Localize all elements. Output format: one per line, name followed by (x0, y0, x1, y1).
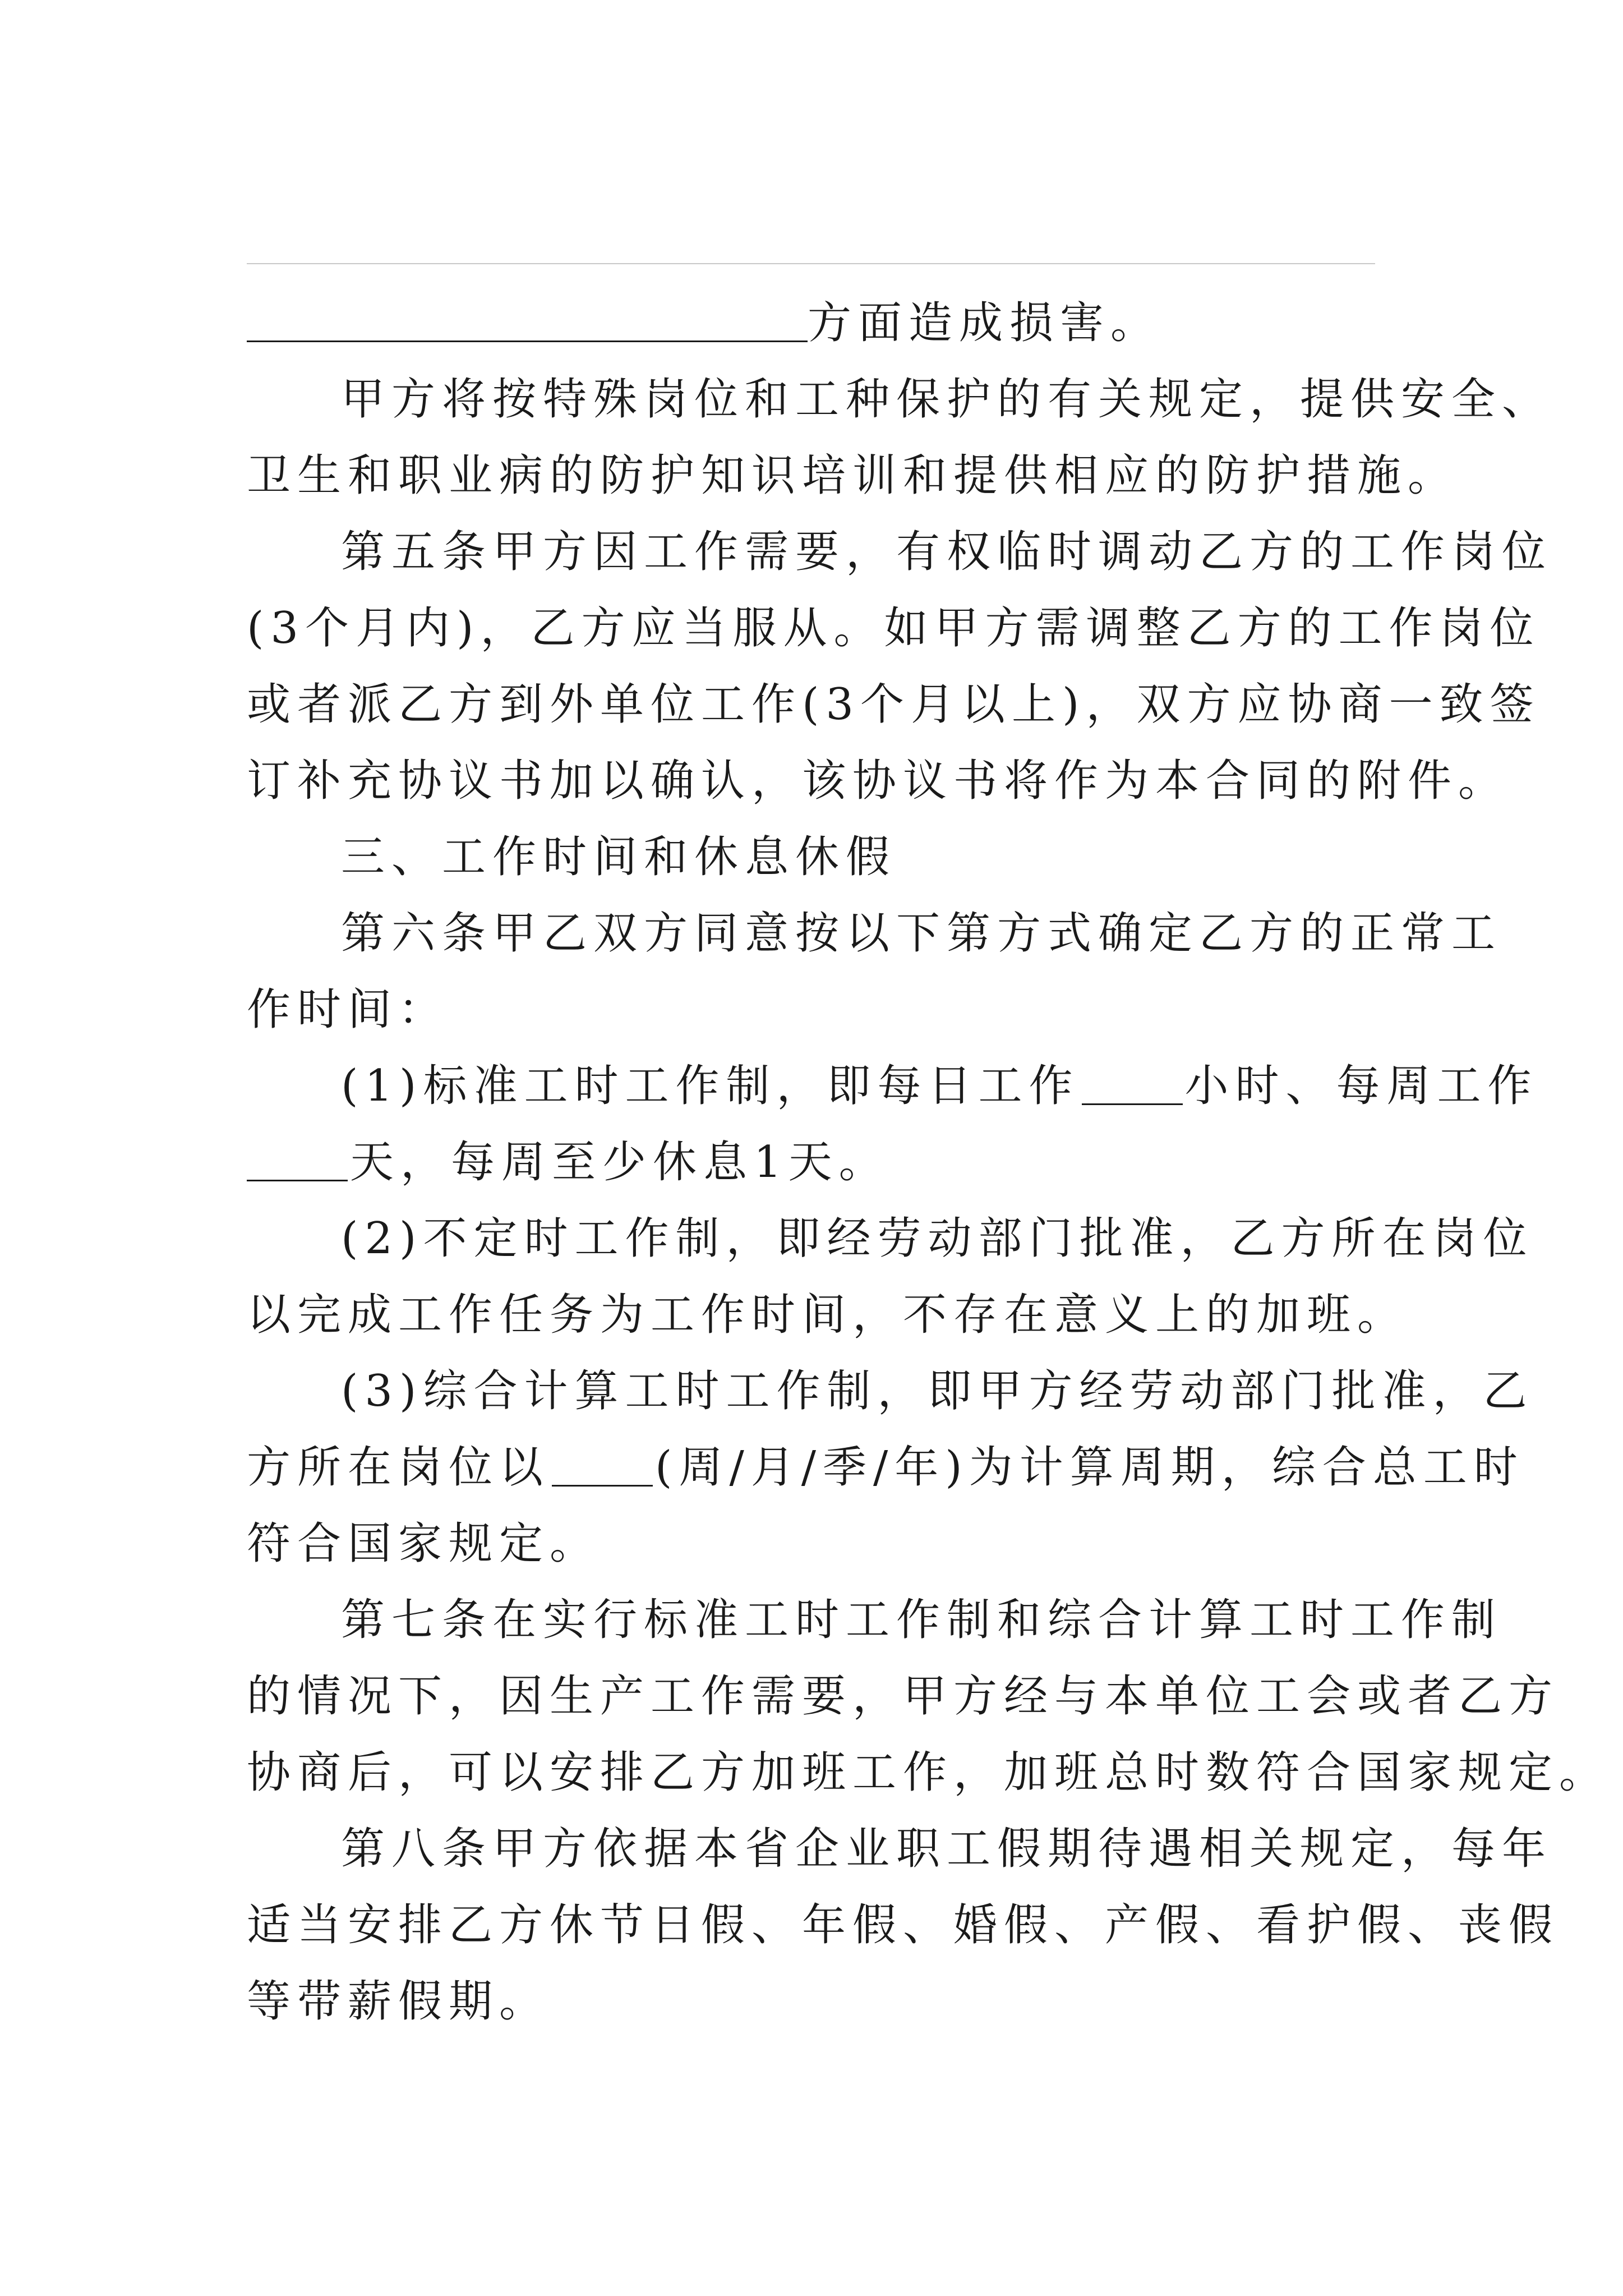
line-text: (周/月/季/年)为计算周期，综合总工时 (655, 1442, 1524, 1493)
item-2-line-1: (2)不定时工作制，即经劳动部门批准，乙方所在岗位 (341, 1213, 1534, 1264)
document-body (247, 285, 1610, 2040)
article-5-line-4: 订补充协议书加以确认，该协议书将作为本合同的附件。 (247, 756, 1509, 806)
article-5-line-3: 或者派乙方到外单位工作(3个月以上)，双方应协商一致签 (247, 679, 1541, 730)
fill-in-blank (552, 1441, 653, 1487)
item-1-line-2 (247, 1124, 1385, 1200)
fill-in-blank (247, 297, 808, 342)
line-text: 方面造成损害。 (808, 298, 1161, 348)
line-text: 天，每周至少休息1天。 (350, 1137, 889, 1188)
item-3-line-2 (247, 1429, 1524, 1506)
article-5-line-2: (3个月内)，乙方应当服从。如甲方需调整乙方的工作岗位 (247, 603, 1541, 654)
paragraph-safety-2: 卫生和职业病的防护知识培训和提供相应的防护措施。 (247, 450, 1459, 501)
line-text: (1)标准工时工作制，即每日工作 (341, 1061, 1080, 1111)
item-3-line-3: 符合国家规定。 (247, 1519, 601, 1569)
fill-in-blank (247, 1136, 348, 1181)
article-7-line-1: 第七条在实行标准工时工作制和综合计算工时工作制 (341, 1595, 1502, 1645)
article-7-line-2: 的情况下，因生产工作需要，甲方经与本单位工会或者乙方 (247, 1671, 1560, 1722)
header-rule (247, 263, 1375, 264)
article-7-line-3: 协商后，可以安排乙方加班工作，加班总时数符合国家规定。 (247, 1747, 1610, 1798)
item-3-line-1: (3)综合计算工时工作制，即甲方经劳动部门批准，乙 (341, 1366, 1534, 1416)
line-damage (247, 285, 1385, 361)
article-6-line-2: 作时间： (247, 984, 449, 1035)
article-8-line-3: 等带薪假期。 (247, 1976, 550, 2027)
article-8-line-2: 适当安排乙方休节日假、年假、婚假、产假、看护假、丧假 (247, 1900, 1560, 1950)
line-text: 方所在岗位以 (247, 1442, 550, 1493)
article-5-line-1: 第五条甲方因工作需要，有权临时调动乙方的工作岗位 (341, 527, 1553, 577)
item-2-line-2: 以完成工作任务为工作时间，不存在意义上的加班。 (247, 1290, 1408, 1340)
line-text: 小时、每周工作 (1184, 1061, 1538, 1111)
section-heading-3: 三、工作时间和休息休假 (341, 832, 897, 882)
paragraph-safety-1: 甲方将按特殊岗位和工种保护的有关规定，提供安全、 (341, 374, 1553, 425)
item-1-line-1 (247, 1048, 1538, 1124)
article-6-line-1: 第六条甲乙双方同意按以下第方式确定乙方的正常工 (341, 908, 1502, 959)
article-8-line-1: 第八条甲方依据本省企业职工假期待遇相关规定，每年 (341, 1824, 1553, 1874)
fill-in-blank (1082, 1060, 1183, 1105)
